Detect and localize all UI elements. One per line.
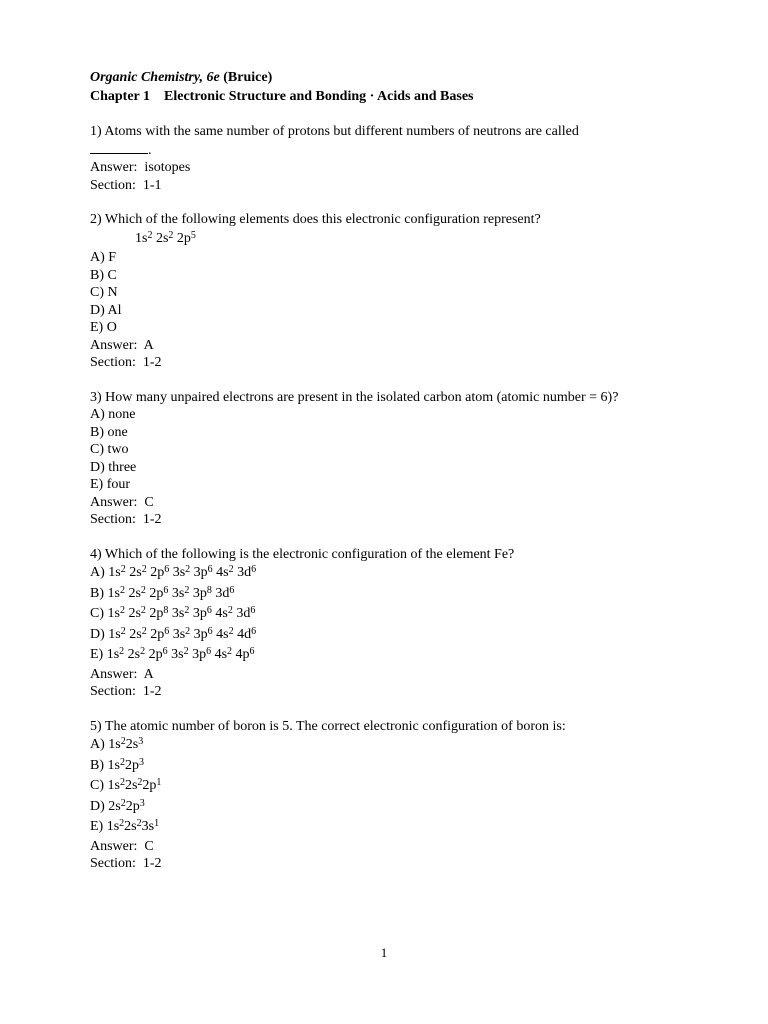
electron-count: 2 [136, 818, 142, 829]
question-5 [90, 718, 710, 873]
options-list [90, 563, 710, 666]
chapter-title: Electronic Structure and Bonding · Acids and Bases [164, 89, 474, 104]
orbital: 1s [108, 737, 121, 752]
electron-count: 2 [140, 646, 146, 657]
electron-count: 2 [228, 564, 234, 575]
option [90, 817, 710, 838]
section: Section: 1-2 [90, 355, 162, 370]
electron-count: 2 [227, 646, 233, 657]
option-label: A) [90, 565, 109, 580]
option-label: B) [90, 585, 108, 601]
orbital: 1s [107, 606, 120, 621]
orbital: 1s [107, 585, 120, 601]
option [90, 776, 710, 797]
answer: Answer: C [90, 494, 154, 510]
option [90, 756, 710, 777]
option: C) N [90, 285, 118, 300]
orbital: 4s [212, 626, 229, 642]
orbital: 2p [145, 647, 163, 662]
electron-count: 2 [120, 797, 126, 809]
option [90, 584, 710, 605]
orbital: 3p [188, 647, 207, 662]
electron-count: 2 [119, 756, 125, 768]
option-label: C) [90, 606, 108, 621]
orbital: 1s [106, 819, 120, 834]
orbital: 2p [145, 606, 164, 621]
answer: Answer: A [90, 666, 154, 682]
orbital: 3s [167, 647, 184, 662]
option: D) three [90, 459, 137, 475]
electron-count: 2 [141, 564, 147, 575]
orbital: 3s [141, 819, 155, 834]
electron-count: 2 [119, 605, 125, 616]
option-label: D) [90, 626, 109, 642]
section: Section: 1-1 [90, 177, 162, 193]
electron-count: 6 [250, 605, 256, 616]
option: E) O [90, 320, 117, 335]
electron-configuration: $1s^2$ $2s^2$ $2p^5$ [135, 229, 196, 246]
electron-count: 2 [185, 564, 191, 575]
option-label: E) [90, 647, 107, 662]
question-1 [90, 123, 710, 194]
electron-count: 2 [228, 625, 234, 637]
orbital: 3p [190, 626, 208, 642]
options-list [90, 735, 710, 838]
electron-count: 1 [156, 777, 162, 788]
orbital: 2s [124, 778, 138, 793]
electron-count: 6 [206, 605, 212, 616]
orbital: 1s [106, 647, 120, 662]
orbital: 2s [108, 798, 121, 814]
question-text: 1) Atoms with the same number of protons but different numbers of neutrons are called [90, 124, 579, 139]
electron-count: 6 [207, 564, 213, 575]
answer: Answer: C [90, 838, 154, 854]
electron-count: 3 [138, 756, 144, 768]
electron-count: 8 [206, 584, 212, 596]
electron-count: 6 [206, 646, 212, 657]
question-text: 4) Which of the following is the electronic configuration of the element Fe? [90, 546, 515, 562]
option-label: D) [90, 798, 109, 814]
electron-count: 2 [119, 584, 125, 596]
electron-count: 6 [162, 646, 168, 657]
orbital: 2s [124, 585, 141, 601]
question-2 [90, 211, 710, 372]
electron-count: 2 [119, 777, 125, 788]
electron-count: 1 [154, 818, 160, 829]
book-author: (Bruice) [223, 70, 273, 85]
electron-count: 2 [185, 625, 191, 637]
electron-count: 6 [207, 625, 213, 637]
orbital: 3p [190, 565, 208, 580]
electron-count: 2 [120, 564, 126, 575]
orbital: 2s [125, 626, 142, 642]
electron-count: 3 [139, 797, 145, 809]
answer: Answer: isotopes [90, 160, 191, 175]
question-text: 2) Which of the following elements does this electronic configuration represent? [90, 212, 541, 227]
electron-count: 8 [163, 605, 169, 616]
section: Section: 1-2 [90, 856, 162, 871]
orbital: 4s [212, 565, 229, 580]
question-text: 5) The atomic number of boron is 5. The correct electronic configuration of boron is: [90, 718, 566, 734]
answer-blank: . [90, 141, 710, 160]
orbital: 2s [125, 565, 142, 580]
electron-count: 6 [164, 625, 170, 637]
electron-count: 2 [120, 625, 126, 637]
orbital: 2p [145, 585, 164, 601]
orbital: 2s [124, 647, 141, 662]
orbital: 3p [189, 606, 207, 621]
orbital: 3s [168, 606, 185, 621]
option-label: B) [90, 757, 108, 773]
orbital: 2p [125, 798, 140, 814]
orbital: 3d [211, 585, 230, 601]
orbital: 2p [146, 626, 165, 642]
option: E) four [90, 477, 131, 492]
electron-count: 2 [140, 605, 146, 616]
orbital: 1s [107, 778, 120, 793]
option [90, 797, 710, 818]
electron-count: 2 [137, 777, 143, 788]
option: A) F [90, 250, 117, 265]
orbital: 2p [146, 565, 165, 580]
orbital: 1s [107, 757, 120, 773]
orbital: 2s [125, 737, 139, 752]
electron-count: 2 [184, 605, 190, 616]
electron-count: 2 [183, 646, 189, 657]
orbital: 3s [168, 585, 185, 601]
orbital: 2p [124, 757, 139, 773]
orbital: 1s [108, 565, 121, 580]
option [90, 735, 710, 756]
section: Section: 1-2 [90, 684, 162, 699]
chapter-heading [90, 87, 710, 106]
orbital: 2p [142, 778, 157, 793]
electron-count: 2 [184, 584, 190, 596]
electron-count: 6 [251, 564, 257, 575]
orbital: 4s [211, 647, 228, 662]
page-number: 1 [380, 945, 388, 960]
electron-count: 2 [119, 646, 125, 657]
orbital: 1s [108, 626, 121, 642]
orbital: 4s [211, 606, 228, 621]
electron-count: 6 [251, 625, 257, 637]
orbital: 3p [189, 585, 207, 601]
electron-count: 2 [140, 584, 146, 596]
question-4 [90, 546, 710, 701]
book-header [90, 68, 710, 87]
electron-count: 2 [119, 818, 125, 829]
electron-count: 2 [141, 625, 147, 637]
option: D) Al [90, 302, 122, 318]
option [90, 625, 710, 646]
option-label: C) [90, 778, 108, 793]
question-text: 3) How many unpaired electrons are present in the isolated carbon atom (atomic number = 6)? [90, 389, 619, 405]
orbital: 3s [169, 565, 186, 580]
electron-count: 6 [164, 564, 170, 575]
electron-count: 2 [227, 605, 233, 616]
option [90, 563, 710, 584]
option: C) two [90, 442, 129, 457]
electron-count: 3 [138, 736, 144, 747]
orbital: 3d [232, 606, 251, 621]
option-label: E) [90, 819, 107, 834]
option: A) none [90, 407, 136, 422]
orbital: 3d [233, 565, 252, 580]
orbital: 2s [124, 819, 137, 834]
option-label: A) [90, 737, 109, 752]
option: B) C [90, 267, 117, 283]
electron-count: 6 [249, 646, 255, 657]
option: B) one [90, 424, 128, 440]
option [90, 604, 710, 625]
electron-count: 2 [120, 736, 126, 747]
section: Section: 1-2 [90, 512, 162, 527]
option [90, 645, 710, 666]
answer: Answer: A [90, 337, 154, 353]
electron-count: 6 [163, 584, 169, 596]
question-3 [90, 389, 710, 529]
document-page [90, 68, 710, 873]
chapter-label: Chapter 1 [90, 89, 151, 104]
orbital: 4d [233, 626, 252, 642]
orbital: 3s [169, 626, 186, 642]
book-title: Organic Chemistry, 6e [90, 70, 220, 85]
orbital: 2s [124, 606, 141, 621]
orbital: 4p [232, 647, 250, 662]
electron-count: 6 [229, 584, 235, 596]
